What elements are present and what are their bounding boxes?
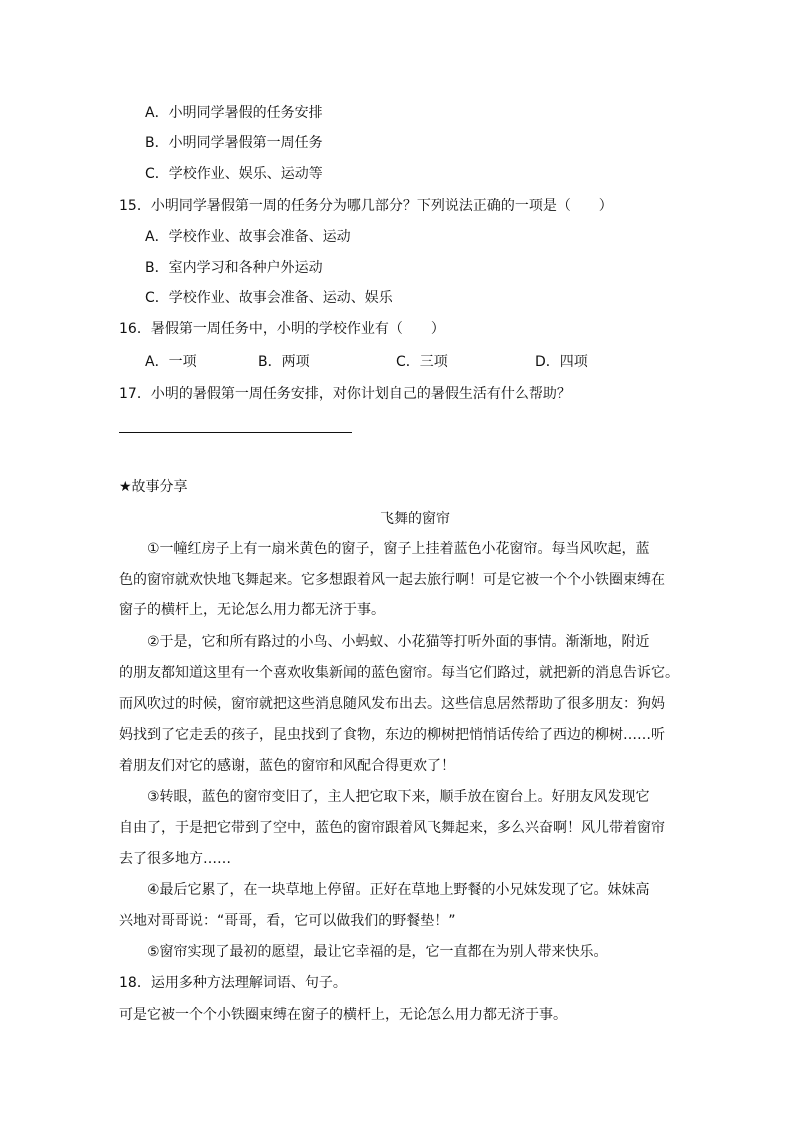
q15-stem: 15．小明同学暑假第一周的任务分为哪几部分？下列说法正确的一项是（ ） bbox=[119, 198, 613, 214]
q15-option-b: B．室内学习和各种户外运动 bbox=[145, 260, 323, 276]
q17-stem: 17．小明的暑假第一周任务安排，对你计划自己的暑假生活有什么帮助？ bbox=[119, 386, 571, 402]
story-title: 飞舞的窗帘 bbox=[380, 511, 450, 527]
story-paragraph-3-line-1: ③转眼，蓝色的窗帘变旧了，主人把它取下来，顺手放在窗台上。好朋友风发现它 bbox=[147, 789, 650, 805]
story-paragraph-3-line-2: 自由了，于是把它带到了空中，蓝色的窗帘跟着风飞舞起来，多么兴奋啊！风儿带着窗帘 bbox=[119, 820, 665, 836]
story-paragraph-2-line-1: ②于是，它和所有路过的小鸟、小蚂蚁、小花猫等打听外面的事情。渐渐地，附近 bbox=[147, 634, 650, 650]
q16-option-a: A．一项 bbox=[145, 354, 197, 370]
q17-answer-line[interactable] bbox=[119, 432, 352, 433]
story-paragraph-3-line-3: 去了很多地方…… bbox=[119, 851, 231, 867]
q14-option-a: A．小明同学暑假的任务安排 bbox=[145, 105, 323, 121]
q14-option-b: B．小明同学暑假第一周任务 bbox=[145, 135, 323, 151]
q15-option-a: A．学校作业、故事会准备、运动 bbox=[145, 229, 351, 245]
story-paragraph-1-line-3: 窗子的横杆上，无论怎么用力都无济于事。 bbox=[119, 602, 385, 618]
q14-option-c: C．学校作业、娱乐、运动等 bbox=[145, 166, 323, 182]
q18-sentence: 可是它被一个个小铁圈束缚在窗子的横杆上，无论怎么用力都无济于事。 bbox=[119, 1007, 567, 1023]
story-paragraph-2-line-5: 着朋友们对它的感谢，蓝色的窗帘和风配合得更欢了！ bbox=[119, 758, 455, 774]
q16-stem: 16．暑假第一周任务中，小明的学校作业有（ ） bbox=[119, 321, 445, 337]
story-paragraph-2-line-3: 而风吹过的时候，窗帘就把这些消息随风发布出去。这些信息居然帮助了很多朋友：狗妈 bbox=[119, 696, 665, 712]
q18-stem: 18．运用多种方法理解词语、句子。 bbox=[119, 975, 347, 991]
story-paragraph-4-line-2: 兴地对哥哥说：“哥哥，看，它可以做我们的野餐垫！” bbox=[119, 913, 456, 929]
story-paragraph-1-line-2: 色的窗帘就欢快地飞舞起来。它多想跟着风一起去旅行啊！可是它被一个个小铁圈束缚在 bbox=[119, 572, 665, 588]
q16-option-c: C．三项 bbox=[396, 354, 448, 370]
q16-option-d: D．四项 bbox=[535, 354, 588, 370]
story-paragraph-4-line-1: ④最后它累了，在一块草地上停留。正好在草地上野餐的小兄妹发现了它。妹妹高 bbox=[147, 882, 650, 898]
story-paragraph-5-line-1: ⑤窗帘实现了最初的愿望，最让它幸福的是，它一直都在为别人带来快乐。 bbox=[147, 944, 608, 960]
story-paragraph-2-line-4: 妈找到了它走丢的孩子，昆虫找到了食物，东边的柳树把悄悄话传给了西边的柳树……听 bbox=[119, 727, 665, 743]
story-paragraph-1-line-1: ①一幢红房子上有一扇米黄色的窗子，窗子上挂着蓝色小花窗帘。每当风吹起，蓝 bbox=[147, 541, 650, 557]
q16-option-b: B．两项 bbox=[258, 354, 310, 370]
section-heading: ★故事分享 bbox=[119, 479, 188, 495]
story-paragraph-2-line-2: 的朋友都知道这里有一个喜欢收集新闻的蓝色窗帘。每当它们路过，就把新的消息告诉它。 bbox=[119, 665, 679, 681]
q15-option-c: C．学校作业、故事会准备、运动、娱乐 bbox=[145, 290, 393, 306]
